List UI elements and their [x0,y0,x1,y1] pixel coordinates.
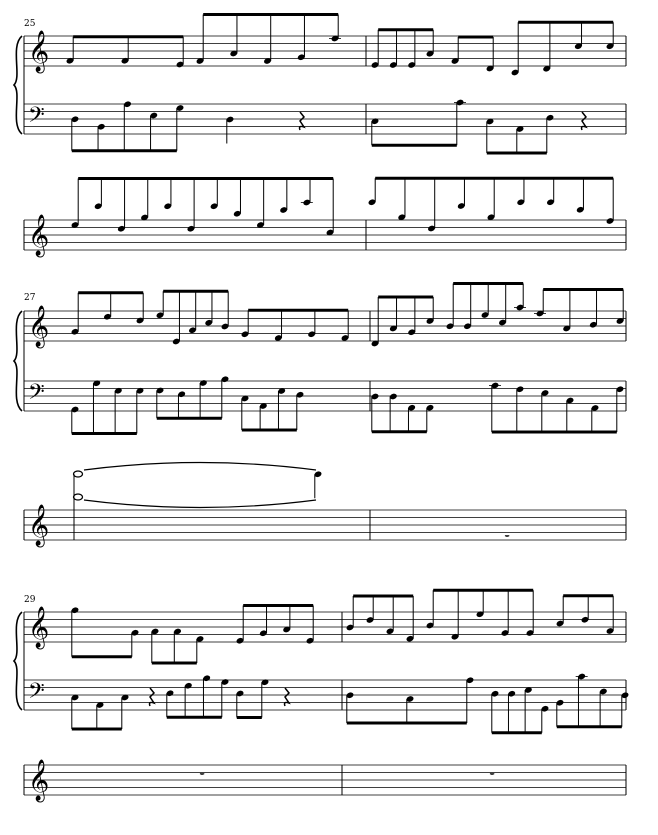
measure-number-29: 29 [24,595,36,605]
treble-clef-icon: 𝄞 [28,760,50,801]
glyphs-layer [14,30,49,802]
whole-rest-28: 𝄻 [505,532,510,545]
whole-rest-29: 𝄻 [200,770,205,783]
treble-clef-icon: 𝄞 [28,607,50,648]
treble-clef-icon: 𝄞 [28,31,50,72]
measure-number-27: 27 [24,293,36,303]
quarter-rest-icon [285,688,290,706]
whole-rest-30: 𝄻 [490,770,495,783]
grand-staff-brace [14,36,22,134]
quarter-rest-icon [150,688,155,706]
quarter-rest-icon [300,112,305,130]
measure-number-25: 25 [24,19,36,29]
grand-staff-brace [14,311,22,411]
treble-clef-icon: 𝄞 [28,215,50,256]
treble-clef-icon: 𝄞 [28,505,50,546]
bass-clef-icon: 𝄢 [28,679,45,709]
tie [84,500,316,508]
tie [84,463,316,471]
grand-staff-brace [14,612,22,710]
bass-clef-icon: 𝄢 [28,103,45,133]
quarter-rest-icon [582,112,587,130]
notes-layer [66,15,630,733]
treble-clef-icon: 𝄞 [28,306,50,347]
half-note-head [74,494,83,500]
bass-clef-icon: 𝄢 [28,380,45,410]
half-note-head [74,471,83,477]
